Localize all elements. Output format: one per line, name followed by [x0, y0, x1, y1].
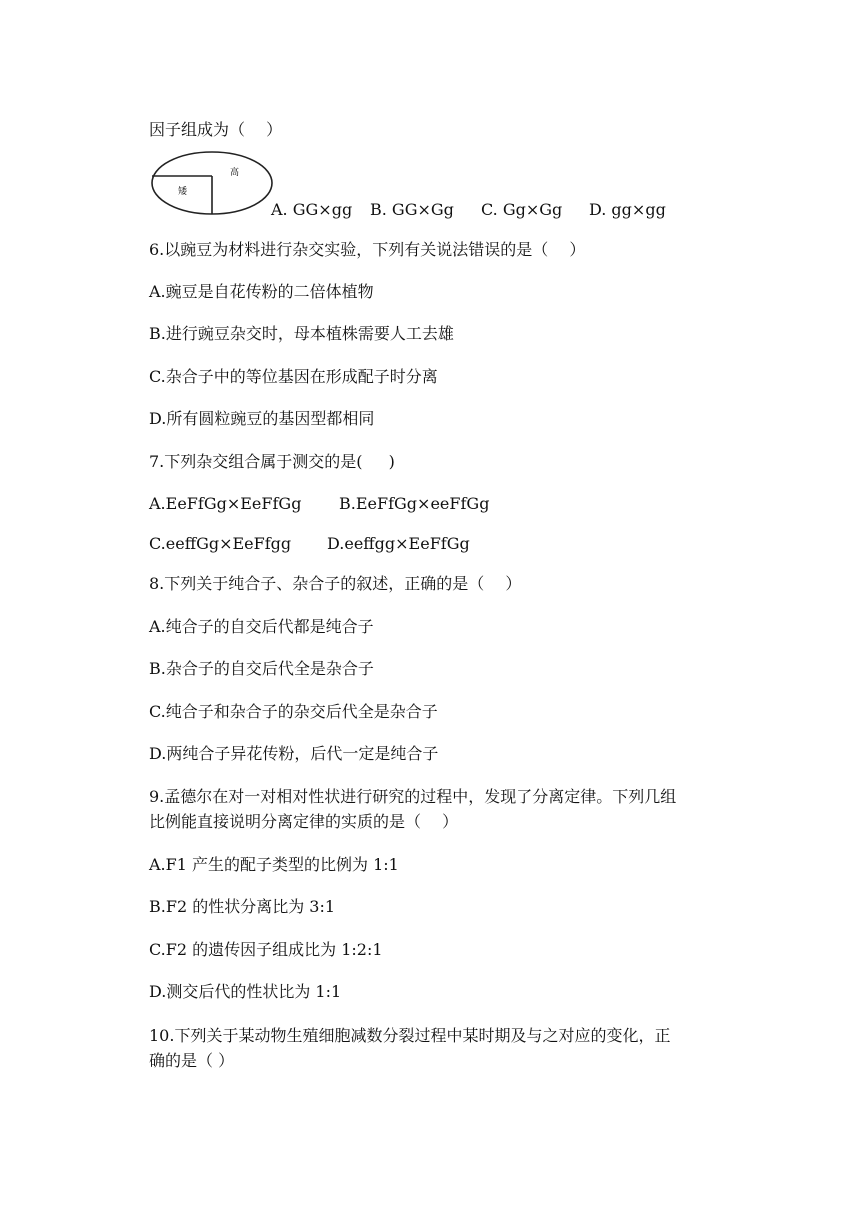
q5-stem-tail: 因子组成为（ ）	[149, 120, 283, 139]
q7-option-c: C.eeffGg×EeFfgg	[149, 534, 292, 553]
pie-label-large: 高	[230, 168, 240, 178]
q8-option-a: A.纯合子的自交后代都是纯合子	[149, 617, 374, 636]
q9-stem-line-2: 比例能直接说明分离定律的实质的是（ ）	[149, 812, 459, 831]
q5-pie-chart	[150, 150, 274, 218]
q6-option-b: B.进行豌豆杂交时，母本植株需要人工去雄	[149, 324, 454, 343]
q8-option-d: D.两纯合子异花传粉，后代一定是纯合子	[149, 744, 439, 763]
q8-stem: 8.下列关于纯合子、杂合子的叙述，正确的是（ ）	[149, 574, 522, 593]
q6-stem: 6.以豌豆为材料进行杂交实验，下列有关说法错误的是（ ）	[149, 240, 586, 259]
q9-option-a: A.F1 产生的配子类型的比例为 1:1	[149, 855, 399, 874]
q6-option-d: D.所有圆粒豌豆的基因型都相同	[149, 409, 375, 428]
q7-option-d: D.eeffgg×EeFfGg	[327, 534, 470, 553]
q9-option-d: D.测交后代的性状比为 1:1	[149, 982, 342, 1001]
q10-stem-line-2: 确的是（ ）	[149, 1051, 235, 1070]
q8-option-b: B.杂合子的自交后代全是杂合子	[149, 659, 374, 678]
q6-option-c: C.杂合子中的等位基因在形成配子时分离	[149, 367, 438, 386]
q9-option-c: C.F2 的遗传因子组成比为 1:2:1	[149, 940, 383, 959]
q5-option-c: C. Gg×Gg	[481, 200, 563, 219]
q6-option-a: A.豌豆是自花传粉的二倍体植物	[149, 282, 374, 301]
q9-stem-line-1: 9.孟德尔在对一对相对性状进行研究的过程中，发现了分离定律。下列几组	[149, 787, 677, 806]
q5-option-b: B. GG×Gg	[370, 200, 454, 219]
q5-option-d: D. gg×gg	[589, 200, 666, 219]
q10-stem-line-1: 10.下列关于某动物生殖细胞减数分裂过程中某时期及与之对应的变化，正	[149, 1026, 671, 1045]
q5-option-a: A. GG×gg	[271, 200, 353, 219]
q7-option-a: A.EeFfGg×EeFfGg	[149, 494, 302, 513]
pie-label-small: 矮	[178, 187, 188, 197]
q8-option-c: C.纯合子和杂合子的杂交后代全是杂合子	[149, 702, 438, 721]
q7-option-b: B.EeFfGg×eeFfGg	[339, 494, 490, 513]
q7-stem: 7.下列杂交组合属于测交的是( )	[149, 452, 395, 471]
q9-option-b: B.F2 的性状分离比为 3:1	[149, 897, 336, 916]
